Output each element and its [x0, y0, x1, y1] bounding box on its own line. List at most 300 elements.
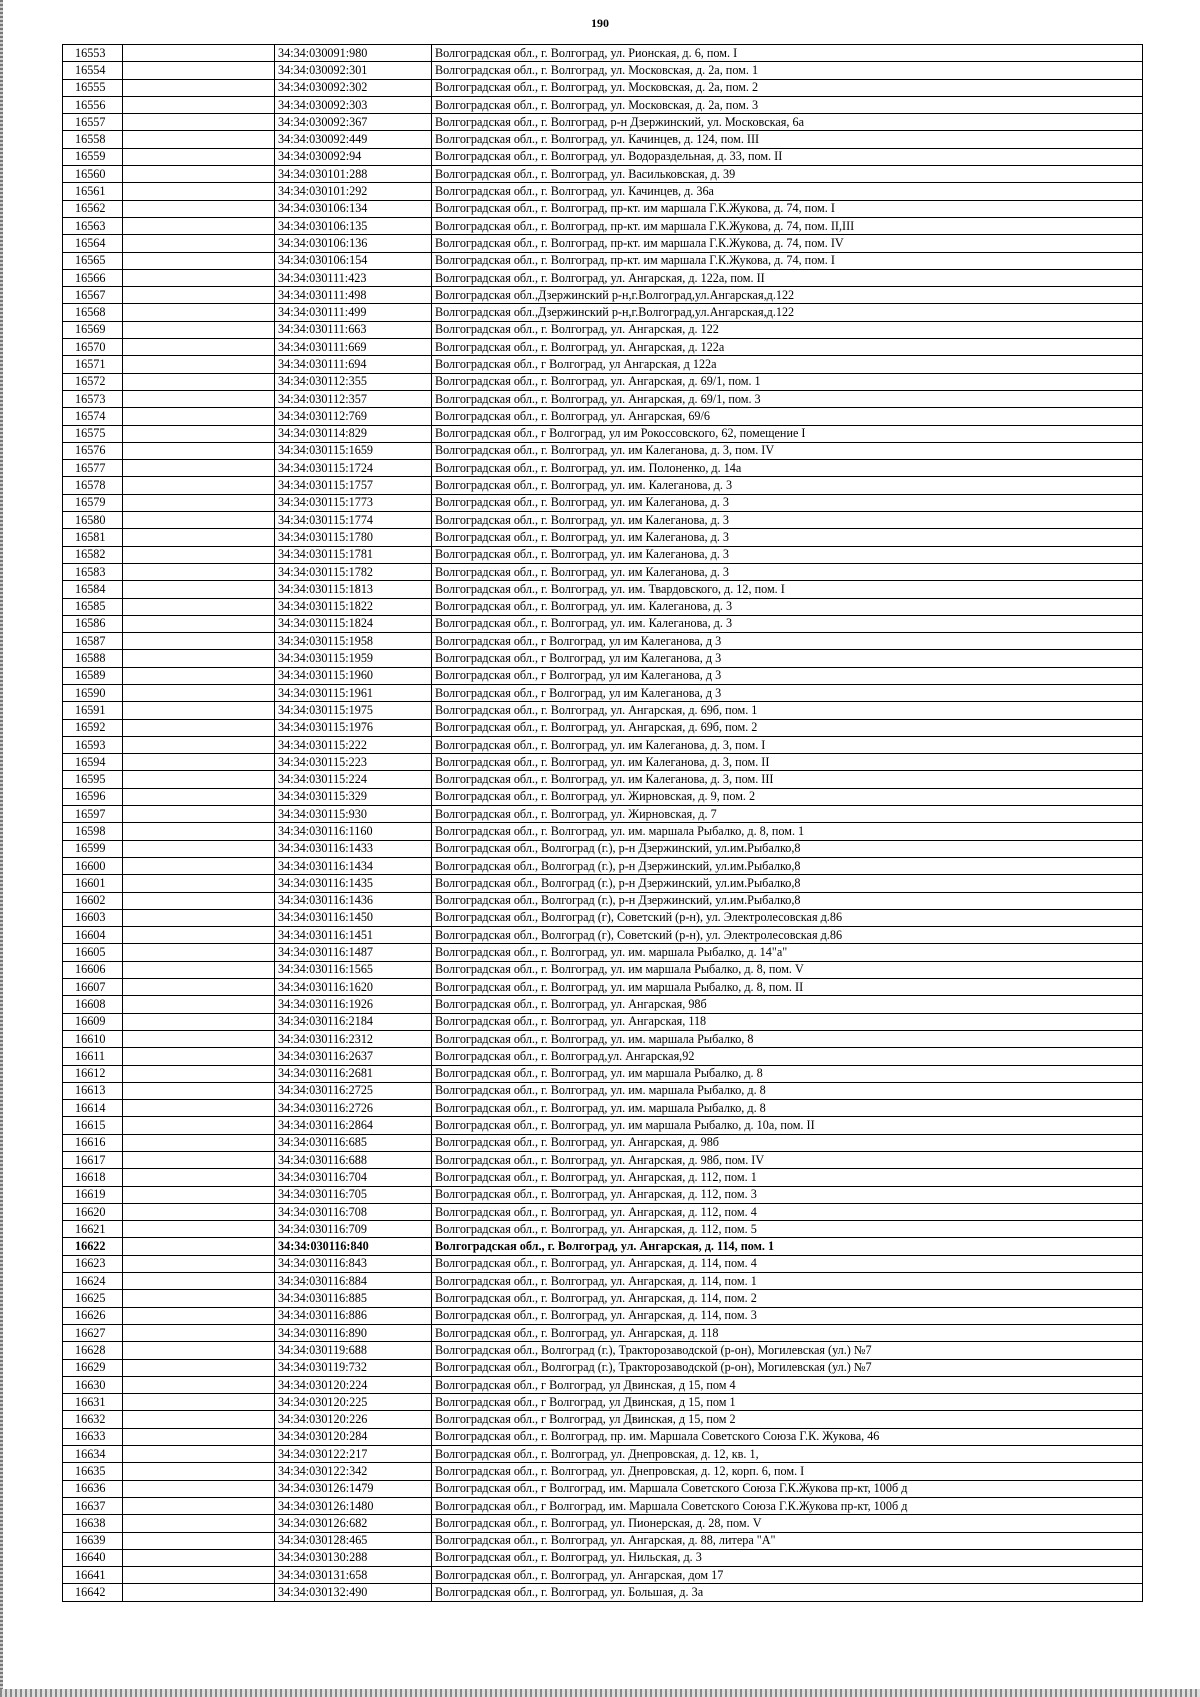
cadastral-number-cell: 34:34:030126:1480: [275, 1497, 432, 1514]
address-cell: Волгоградская обл., г. Волгоград, ул. Ангарская, д. 112, пом. 5: [432, 1221, 1143, 1238]
cadastral-number-cell: 34:34:030112:355: [275, 373, 432, 390]
table-row: [63, 1567, 1143, 1584]
empty-cell: [123, 1307, 275, 1324]
row-number-cell: 16584: [63, 581, 123, 598]
cadastral-number-cell: 34:34:030116:709: [275, 1221, 432, 1238]
scan-edge-left: [0, 0, 3, 1697]
cadastral-number-cell: 34:34:030116:1565: [275, 961, 432, 978]
row-number-cell: 16573: [63, 390, 123, 407]
empty-cell: [123, 979, 275, 996]
table-row: [63, 1324, 1143, 1341]
address-cell: Волгоградская обл., г. Волгоград, ул. им Калеганова, д. 3: [432, 546, 1143, 563]
empty-cell: [123, 650, 275, 667]
empty-cell: [123, 96, 275, 113]
table-row: [63, 546, 1143, 563]
address-cell: Волгоградская обл., г. Волгоград, ул. им маршала Рыбалко, д. 10а, пом. II: [432, 1117, 1143, 1134]
cadastral-number-cell: 34:34:030115:222: [275, 736, 432, 753]
empty-cell: [123, 252, 275, 269]
table-row: [63, 62, 1143, 79]
cadastral-number-cell: 34:34:030116:1435: [275, 875, 432, 892]
row-number-cell: 16623: [63, 1255, 123, 1272]
address-cell: Волгоградская обл., Волгоград (г), Советский (р-н), ул. Электролесовская д.86: [432, 909, 1143, 926]
cadastral-number-cell: 34:34:030111:423: [275, 269, 432, 286]
row-number-cell: 16626: [63, 1307, 123, 1324]
empty-cell: [123, 1221, 275, 1238]
address-cell: Волгоградская обл., г. Волгоград, ул. им. Калеганова, д. 3: [432, 477, 1143, 494]
empty-cell: [123, 806, 275, 823]
table-row: [63, 1273, 1143, 1290]
row-number-cell: 16603: [63, 909, 123, 926]
table-row: [63, 1549, 1143, 1566]
cadastral-number-cell: 34:34:030115:1976: [275, 719, 432, 736]
empty-cell: [123, 131, 275, 148]
table-row: [63, 1082, 1143, 1099]
empty-cell: [123, 736, 275, 753]
row-number-cell: 16610: [63, 1030, 123, 1047]
address-cell: Волгоградская обл., г. Волгоград, ул. Ангарская, д. 98б: [432, 1134, 1143, 1151]
address-cell: Волгоградская обл., Волгоград (г.), р-н Дзержинский, ул.им.Рыбалко,8: [432, 875, 1143, 892]
cadastral-number-cell: 34:34:030111:694: [275, 356, 432, 373]
cadastral-number-cell: 34:34:030120:224: [275, 1376, 432, 1393]
address-cell: Волгоградская обл., г. Волгоград, ул. Жирновская, д. 9, пом. 2: [432, 788, 1143, 805]
row-number-cell: 16622: [63, 1238, 123, 1255]
table-row: [63, 235, 1143, 252]
table-row: [63, 269, 1143, 286]
row-number-cell: 16570: [63, 339, 123, 356]
address-cell: Волгоградская обл., г. Волгоград, ул. Ангарская, д. 88, литера "А": [432, 1532, 1143, 1549]
cadastral-number-cell: 34:34:030116:2184: [275, 1013, 432, 1030]
row-number-cell: 16618: [63, 1169, 123, 1186]
cadastral-number-cell: 34:34:030120:225: [275, 1394, 432, 1411]
address-cell: Волгоградская обл., г. Волгоград, ул. Водораздельная, д. 33, пом. II: [432, 148, 1143, 165]
address-cell: Волгоградская обл., Волгоград (г.), р-н Дзержинский, ул.им.Рыбалко,8: [432, 840, 1143, 857]
empty-cell: [123, 615, 275, 632]
table-row: [63, 1515, 1143, 1532]
address-cell: Волгоградская обл., г. Волгоград, ул. Московская, д. 2а, пом. 1: [432, 62, 1143, 79]
cadastral-number-cell: 34:34:030116:1434: [275, 857, 432, 874]
empty-cell: [123, 148, 275, 165]
cadastral-number-cell: 34:34:030115:329: [275, 788, 432, 805]
cadastral-number-cell: 34:34:030091:980: [275, 45, 432, 62]
row-number-cell: 16591: [63, 702, 123, 719]
empty-cell: [123, 166, 275, 183]
row-number-cell: 16580: [63, 512, 123, 529]
table-row: [63, 252, 1143, 269]
address-cell: Волгоградская обл., г Волгоград, ул Двинская, д 15, пом 2: [432, 1411, 1143, 1428]
cadastral-number-cell: 34:34:030116:705: [275, 1186, 432, 1203]
address-cell: Волгоградская обл., г. Волгоград, ул. Ангарская, 118: [432, 1013, 1143, 1030]
empty-cell: [123, 45, 275, 62]
row-number-cell: 16566: [63, 269, 123, 286]
row-number-cell: 16598: [63, 823, 123, 840]
address-cell: Волгоградская обл., г. Волгоград, ул. Ангарская, д. 69б, пом. 1: [432, 702, 1143, 719]
empty-cell: [123, 1567, 275, 1584]
row-number-cell: 16555: [63, 79, 123, 96]
cadastral-number-cell: 34:34:030122:217: [275, 1446, 432, 1463]
address-cell: Волгоградская обл., г. Волгоград, ул. им. маршала Рыбалко, д. 14"а": [432, 944, 1143, 961]
address-cell: Волгоградская обл., г. Волгоград, ул. им Калеганова, д. 3, пом. II: [432, 754, 1143, 771]
empty-cell: [123, 1203, 275, 1220]
row-number-cell: 16627: [63, 1324, 123, 1341]
cadastral-number-cell: 34:34:030128:465: [275, 1532, 432, 1549]
address-cell: Волгоградская обл., г. Волгоград, пр-кт. им маршала Г.К.Жукова, д. 74, пом. I: [432, 200, 1143, 217]
row-number-cell: 16575: [63, 425, 123, 442]
empty-cell: [123, 840, 275, 857]
cadastral-number-cell: 34:34:030116:2726: [275, 1100, 432, 1117]
address-cell: Волгоградская обл., г. Волгоград, ул. им Калеганова, д. 3: [432, 563, 1143, 580]
table-row: [63, 788, 1143, 805]
empty-cell: [123, 719, 275, 736]
cadastral-number-cell: 34:34:030131:658: [275, 1567, 432, 1584]
address-cell: Волгоградская обл., г Волгоград, ул Ангарская, д 122а: [432, 356, 1143, 373]
table-row: [63, 1394, 1143, 1411]
empty-cell: [123, 1082, 275, 1099]
empty-cell: [123, 581, 275, 598]
table-row: [63, 1152, 1143, 1169]
table-row: [63, 754, 1143, 771]
table-row: [63, 529, 1143, 546]
table-row: [63, 1411, 1143, 1428]
cadastral-number-cell: 34:34:030116:1620: [275, 979, 432, 996]
cadastral-number-cell: 34:34:030092:302: [275, 79, 432, 96]
empty-cell: [123, 373, 275, 390]
empty-cell: [123, 1324, 275, 1341]
table-row: [63, 1255, 1143, 1272]
empty-cell: [123, 1446, 275, 1463]
empty-cell: [123, 546, 275, 563]
table-row: [63, 183, 1143, 200]
cadastral-number-cell: 34:34:030116:843: [275, 1255, 432, 1272]
table-row: [63, 961, 1143, 978]
empty-cell: [123, 529, 275, 546]
row-number-cell: 16556: [63, 96, 123, 113]
cadastral-number-cell: 34:34:030116:886: [275, 1307, 432, 1324]
row-number-cell: 16613: [63, 1082, 123, 1099]
table-row: [63, 96, 1143, 113]
cadastral-number-cell: 34:34:030116:2864: [275, 1117, 432, 1134]
cadastral-number-cell: 34:34:030116:708: [275, 1203, 432, 1220]
empty-cell: [123, 684, 275, 701]
row-number-cell: 16560: [63, 166, 123, 183]
cadastral-number-cell: 34:34:030126:682: [275, 1515, 432, 1532]
address-cell: Волгоградская обл., г Волгоград, ул Двинская, д 15, пом 4: [432, 1376, 1143, 1393]
empty-cell: [123, 390, 275, 407]
empty-cell: [123, 875, 275, 892]
address-cell: Волгоградская обл., г. Волгоград, ул. им. маршала Рыбалко, 8: [432, 1030, 1143, 1047]
address-cell: Волгоградская обл., г Волгоград, ул им Калеганова, д 3: [432, 633, 1143, 650]
row-number-cell: 16606: [63, 961, 123, 978]
address-cell: Волгоградская обл., г. Волгоград, ул. Ангарская, д. 69/1, пом. 3: [432, 390, 1143, 407]
cadastral-number-cell: 34:34:030116:1926: [275, 996, 432, 1013]
table-row: [63, 1497, 1143, 1514]
row-number-cell: 16595: [63, 771, 123, 788]
address-cell: Волгоградская обл., г. Волгоград, ул. Ангарская, д. 69б, пом. 2: [432, 719, 1143, 736]
cadastral-number-cell: 34:34:030126:1479: [275, 1480, 432, 1497]
empty-cell: [123, 1290, 275, 1307]
empty-cell: [123, 1411, 275, 1428]
empty-cell: [123, 1273, 275, 1290]
row-number-cell: 16612: [63, 1065, 123, 1082]
scan-edge-bottom: [0, 1689, 1200, 1697]
registry-table: [62, 44, 1143, 1602]
empty-cell: [123, 1100, 275, 1117]
address-cell: Волгоградская обл., г. Волгоград, ул. Ангарская, д. 118: [432, 1324, 1143, 1341]
address-cell: Волгоградская обл., г. Волгоград, ул. Нильская, д. 3: [432, 1549, 1143, 1566]
row-number-cell: 16633: [63, 1428, 123, 1445]
cadastral-number-cell: 34:34:030116:2725: [275, 1082, 432, 1099]
table-row: [63, 494, 1143, 511]
empty-cell: [123, 1065, 275, 1082]
cadastral-number-cell: 34:34:030115:223: [275, 754, 432, 771]
cadastral-number-cell: 34:34:030116:2312: [275, 1030, 432, 1047]
row-number-cell: 16594: [63, 754, 123, 771]
row-number-cell: 16616: [63, 1134, 123, 1151]
empty-cell: [123, 1186, 275, 1203]
address-cell: Волгоградская обл., г. Волгоград, ул. Ангарская, д. 122: [432, 321, 1143, 338]
row-number-cell: 16567: [63, 287, 123, 304]
row-number-cell: 16572: [63, 373, 123, 390]
table-row: [63, 287, 1143, 304]
address-cell: Волгоградская обл., г. Волгоград, ул. Ангарская, д. 122а: [432, 339, 1143, 356]
row-number-cell: 16619: [63, 1186, 123, 1203]
row-number-cell: 16642: [63, 1584, 123, 1601]
cadastral-number-cell: 34:34:030115:1824: [275, 615, 432, 632]
row-number-cell: 16559: [63, 148, 123, 165]
cadastral-number-cell: 34:34:030101:288: [275, 166, 432, 183]
cadastral-number-cell: 34:34:030120:284: [275, 1428, 432, 1445]
address-cell: Волгоградская обл., г. Волгоград, ул. Ангарская, дом 17: [432, 1567, 1143, 1584]
address-cell: Волгоградская обл., г. Волгоград, ул. Ангарская, д. 69/1, пом. 1: [432, 373, 1143, 390]
cadastral-number-cell: 34:34:030116:704: [275, 1169, 432, 1186]
empty-cell: [123, 1480, 275, 1497]
row-number-cell: 16569: [63, 321, 123, 338]
address-cell: Волгоградская обл., г Волгоград, ул им Калеганова, д 3: [432, 684, 1143, 701]
cadastral-number-cell: 34:34:030111:669: [275, 339, 432, 356]
row-number-cell: 16638: [63, 1515, 123, 1532]
address-cell: Волгоградская обл., г. Волгоград, ул. им. маршала Рыбалко, д. 8: [432, 1100, 1143, 1117]
table-row: [63, 927, 1143, 944]
address-cell: Волгоградская обл., г. Волгоград, ул. Пионерская, д. 28, пом. V: [432, 1515, 1143, 1532]
row-number-cell: 16600: [63, 857, 123, 874]
cadastral-number-cell: 34:34:030116:840: [275, 1238, 432, 1255]
empty-cell: [123, 1463, 275, 1480]
cadastral-number-cell: 34:34:030116:688: [275, 1152, 432, 1169]
table-row: [63, 979, 1143, 996]
address-cell: Волгоградская обл., г. Волгоград, пр-кт. им маршала Г.К.Жукова, д. 74, пом. IV: [432, 235, 1143, 252]
cadastral-number-cell: 34:34:030116:884: [275, 1273, 432, 1290]
cadastral-number-cell: 34:34:030101:292: [275, 183, 432, 200]
table-row: [63, 373, 1143, 390]
cadastral-number-cell: 34:34:030115:1659: [275, 442, 432, 459]
cadastral-number-cell: 34:34:030106:154: [275, 252, 432, 269]
row-number-cell: 16561: [63, 183, 123, 200]
address-cell: Волгоградская обл., г. Волгоград, ул. Большая, д. 3а: [432, 1584, 1143, 1601]
address-cell: Волгоградская обл., Волгоград (г), Советский (р-н), ул. Электролесовская д.86: [432, 927, 1143, 944]
address-cell: Волгоградская обл., г. Волгоград, пр. им. Маршала Советского Союза Г.К. Жукова, 46: [432, 1428, 1143, 1445]
table-row: [63, 1013, 1143, 1030]
table-row: [63, 667, 1143, 684]
cadastral-number-cell: 34:34:030111:663: [275, 321, 432, 338]
empty-cell: [123, 62, 275, 79]
cadastral-number-cell: 34:34:030116:1487: [275, 944, 432, 961]
empty-cell: [123, 200, 275, 217]
row-number-cell: 16565: [63, 252, 123, 269]
table-row: [63, 477, 1143, 494]
cadastral-number-cell: 34:34:030116:1451: [275, 927, 432, 944]
address-cell: Волгоградская обл., г. Волгоград, ул. Рионская, д. 6, пом. I: [432, 45, 1143, 62]
table-row: [63, 1480, 1143, 1497]
row-number-cell: 16590: [63, 684, 123, 701]
table-row: [63, 512, 1143, 529]
address-cell: Волгоградская обл., г. Волгоград, ул. им Калеганова, д. 3: [432, 494, 1143, 511]
empty-cell: [123, 1584, 275, 1601]
table-row: [63, 217, 1143, 234]
empty-cell: [123, 1376, 275, 1393]
address-cell: Волгоградская обл., г. Волгоград, пр-кт. им маршала Г.К.Жукова, д. 74, пом. I: [432, 252, 1143, 269]
empty-cell: [123, 425, 275, 442]
cadastral-number-cell: 34:34:030115:1822: [275, 598, 432, 615]
empty-cell: [123, 1394, 275, 1411]
cadastral-number-cell: 34:34:030116:685: [275, 1134, 432, 1151]
empty-cell: [123, 892, 275, 909]
empty-cell: [123, 114, 275, 131]
table-row: [63, 1134, 1143, 1151]
address-cell: Волгоградская обл., г. Волгоград, ул. им маршала Рыбалко, д. 8, пом. V: [432, 961, 1143, 978]
table-row: [63, 131, 1143, 148]
row-number-cell: 16576: [63, 442, 123, 459]
empty-cell: [123, 563, 275, 580]
table-row: [63, 581, 1143, 598]
row-number-cell: 16614: [63, 1100, 123, 1117]
table-row: [63, 684, 1143, 701]
table-row: [63, 339, 1143, 356]
cadastral-number-cell: 34:34:030112:357: [275, 390, 432, 407]
cadastral-number-cell: 34:34:030130:288: [275, 1549, 432, 1566]
row-number-cell: 16624: [63, 1273, 123, 1290]
row-number-cell: 16563: [63, 217, 123, 234]
row-number-cell: 16608: [63, 996, 123, 1013]
row-number-cell: 16636: [63, 1480, 123, 1497]
row-number-cell: 16588: [63, 650, 123, 667]
table-row: [63, 1100, 1143, 1117]
empty-cell: [123, 1238, 275, 1255]
empty-cell: [123, 79, 275, 96]
row-number-cell: 16635: [63, 1463, 123, 1480]
address-cell: Волгоградская обл., г. Волгоград, ул. Днепровская, д. 12, кв. 1,: [432, 1446, 1143, 1463]
empty-cell: [123, 667, 275, 684]
table-row: [63, 321, 1143, 338]
table-row: [63, 356, 1143, 373]
cadastral-number-cell: 34:34:030116:1433: [275, 840, 432, 857]
table-row: [63, 598, 1143, 615]
empty-cell: [123, 512, 275, 529]
table-row: [63, 1376, 1143, 1393]
empty-cell: [123, 183, 275, 200]
row-number-cell: 16625: [63, 1290, 123, 1307]
table-row: [63, 875, 1143, 892]
row-number-cell: 16615: [63, 1117, 123, 1134]
row-number-cell: 16640: [63, 1549, 123, 1566]
row-number-cell: 16617: [63, 1152, 123, 1169]
address-cell: Волгоградская обл., г. Волгоград, ул. Ангарская, д. 122а, пом. II: [432, 269, 1143, 286]
table-row: [63, 840, 1143, 857]
cadastral-number-cell: 34:34:030115:930: [275, 806, 432, 823]
table-row: [63, 1463, 1143, 1480]
cadastral-number-cell: 34:34:030132:490: [275, 1584, 432, 1601]
empty-cell: [123, 961, 275, 978]
row-number-cell: 16639: [63, 1532, 123, 1549]
empty-cell: [123, 1549, 275, 1566]
cadastral-number-cell: 34:34:030111:499: [275, 304, 432, 321]
address-cell: Волгоградская обл., г. Волгоград, ул. Ангарская, д. 114, пом. 3: [432, 1307, 1143, 1324]
table-row: [63, 1342, 1143, 1359]
cadastral-number-cell: 34:34:030115:1959: [275, 650, 432, 667]
table-row: [63, 615, 1143, 632]
address-cell: Волгоградская обл., г. Волгоград, ул. Ангарская, д. 112, пом. 4: [432, 1203, 1143, 1220]
address-cell: Волгоградская обл., г. Волгоград, ул. Ангарская, 69/6: [432, 408, 1143, 425]
table-row: [63, 857, 1143, 874]
page-number: 190: [591, 16, 609, 30]
address-cell: Волгоградская обл., г. Волгоград, ул. Ангарская, д. 114, пом. 1: [432, 1238, 1143, 1255]
address-cell: Волгоградская обл., г. Волгоград, ул. Московская, д. 2а, пом. 2: [432, 79, 1143, 96]
address-cell: Волгоградская обл., г. Волгоград, ул. им Калеганова, д. 3, пом. III: [432, 771, 1143, 788]
empty-cell: [123, 1048, 275, 1065]
row-number-cell: 16592: [63, 719, 123, 736]
cadastral-number-cell: 34:34:030116:1436: [275, 892, 432, 909]
cadastral-number-cell: 34:34:030115:1975: [275, 702, 432, 719]
row-number-cell: 16631: [63, 1394, 123, 1411]
address-cell: Волгоградская обл., г. Волгоград, ул. Ангарская, д. 112, пом. 3: [432, 1186, 1143, 1203]
address-cell: Волгоградская обл., г. Волгоград, ул. им Калеганова, д. 3: [432, 512, 1143, 529]
cadastral-number-cell: 34:34:030092:367: [275, 114, 432, 131]
address-cell: Волгоградская обл., г. Волгоград, р-н Дзержинский, ул. Московская, 6а: [432, 114, 1143, 131]
table-row: [63, 1203, 1143, 1220]
row-number-cell: 16593: [63, 736, 123, 753]
empty-cell: [123, 1515, 275, 1532]
empty-cell: [123, 702, 275, 719]
table-row: [63, 304, 1143, 321]
address-cell: Волгоградская обл.,Дзержинский р-н,г.Волгоград,ул.Ангарская,д.122: [432, 304, 1143, 321]
address-cell: Волгоградская обл., г. Волгоград, ул. им. Твардовского, д. 12, пом. I: [432, 581, 1143, 598]
cadastral-number-cell: 34:34:030106:136: [275, 235, 432, 252]
cadastral-number-cell: 34:34:030115:1773: [275, 494, 432, 511]
row-number-cell: 16601: [63, 875, 123, 892]
row-number-cell: 16557: [63, 114, 123, 131]
address-cell: Волгоградская обл., г. Волгоград, ул. Жирновская, д. 7: [432, 806, 1143, 823]
table-row: [63, 702, 1143, 719]
row-number-cell: 16571: [63, 356, 123, 373]
empty-cell: [123, 857, 275, 874]
row-number-cell: 16587: [63, 633, 123, 650]
empty-cell: [123, 235, 275, 252]
cadastral-number-cell: 34:34:030116:2637: [275, 1048, 432, 1065]
registry-table-body: [63, 45, 1143, 1602]
address-cell: Волгоградская обл.,Дзержинский р-н,г.Волгоград,ул.Ангарская,д.122: [432, 287, 1143, 304]
cadastral-number-cell: 34:34:030115:1958: [275, 633, 432, 650]
table-row: [63, 736, 1143, 753]
address-cell: Волгоградская обл., г. Волгоград, ул. им. Полоненко, д. 14а: [432, 460, 1143, 477]
empty-cell: [123, 1428, 275, 1445]
address-cell: Волгоградская обл., г. Волгоград, ул. Московская, д. 2а, пом. 3: [432, 96, 1143, 113]
address-cell: Волгоградская обл., г. Волгоград,ул. Ангарская,92: [432, 1048, 1143, 1065]
address-cell: Волгоградская обл., г. Волгоград, ул. им. маршала Рыбалко, д. 8, пом. 1: [432, 823, 1143, 840]
table-row: [63, 442, 1143, 459]
address-cell: Волгоградская обл., г. Волгоград, пр-кт. им маршала Г.К.Жукова, д. 74, пом. II,III: [432, 217, 1143, 234]
table-row: [63, 1169, 1143, 1186]
empty-cell: [123, 754, 275, 771]
table-row: [63, 563, 1143, 580]
empty-cell: [123, 442, 275, 459]
